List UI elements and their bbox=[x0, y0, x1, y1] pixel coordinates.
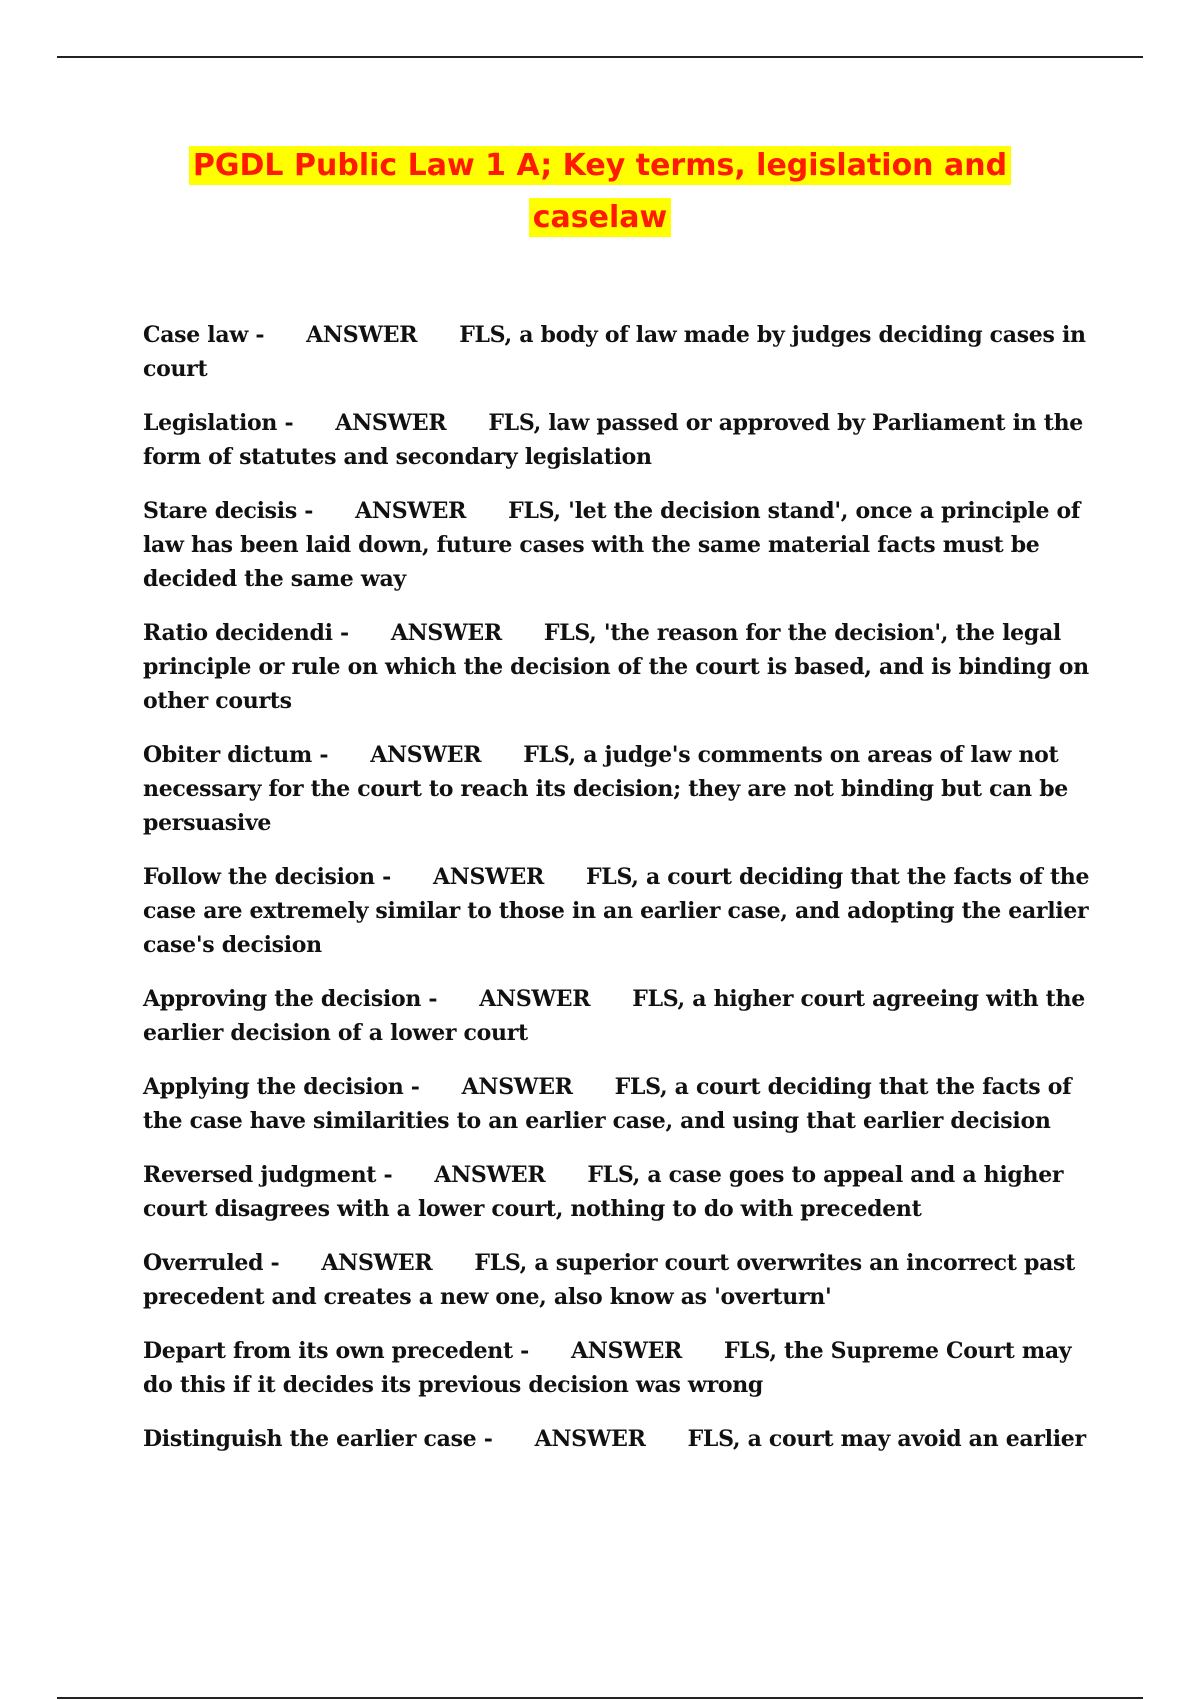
list-item bbox=[143, 406, 1103, 474]
entry-term: Legislation - bbox=[143, 410, 294, 436]
entry-term: Depart from its own precedent - bbox=[143, 1338, 530, 1364]
entry-term: Distinguish the earlier case - bbox=[143, 1426, 493, 1452]
entry-term: Stare decisis - bbox=[143, 498, 314, 524]
answer-label: ANSWER bbox=[355, 498, 467, 524]
entries-list bbox=[143, 318, 1103, 1476]
entry-answer: FLS, 'let the decision stand', once a principle of law has been laid down, future cases with the same material facts must be decided the same way bbox=[143, 498, 1081, 592]
entry-answer: FLS, a court deciding that the facts of the case are extremely similar to those in an earlier case, and adopting the earlier case's decision bbox=[143, 864, 1090, 958]
list-item bbox=[143, 738, 1103, 840]
entry-answer: FLS, the Supreme Court may do this if it decides its previous decision was wrong bbox=[143, 1338, 1072, 1398]
list-item bbox=[143, 1334, 1103, 1402]
entry-answer: FLS, a higher court agreeing with the earlier decision of a lower court bbox=[143, 986, 1085, 1046]
entry-term: Obiter dictum - bbox=[143, 742, 329, 768]
list-item bbox=[143, 1422, 1103, 1456]
entry-answer: FLS, a body of law made by judges deciding cases in court bbox=[143, 322, 1086, 382]
answer-label: ANSWER bbox=[534, 1426, 646, 1452]
entry-answer: FLS, a case goes to appeal and a higher court disagrees with a lower court, nothing to do with precedent bbox=[143, 1162, 1064, 1222]
entry-term: Reversed judgment - bbox=[143, 1162, 393, 1188]
list-item bbox=[143, 982, 1103, 1050]
entry-answer: FLS, a court deciding that the facts of the case have similarities to an earlier case, and using that earlier decision bbox=[143, 1074, 1072, 1134]
answer-label: ANSWER bbox=[479, 986, 591, 1012]
answer-label: ANSWER bbox=[370, 742, 482, 768]
answer-label: ANSWER bbox=[321, 1250, 433, 1276]
list-item bbox=[143, 860, 1103, 962]
entry-term: Case law - bbox=[143, 322, 265, 348]
list-item bbox=[143, 1158, 1103, 1226]
list-item bbox=[143, 318, 1103, 386]
entry-term: Applying the decision - bbox=[143, 1074, 420, 1100]
entry-term: Follow the decision - bbox=[143, 864, 391, 890]
list-item bbox=[143, 616, 1103, 718]
page-title: PGDL Public Law 1 A; Key terms, legislation and caselaw bbox=[189, 146, 1011, 237]
answer-label: ANSWER bbox=[571, 1338, 683, 1364]
list-item bbox=[143, 494, 1103, 596]
bottom-divider bbox=[57, 1697, 1143, 1699]
answer-label: ANSWER bbox=[306, 322, 418, 348]
entry-answer: FLS, a superior court overwrites an incorrect past precedent and creates a new one, also know as 'overturn' bbox=[143, 1250, 1075, 1310]
title-block bbox=[0, 140, 1200, 244]
entry-term: Ratio decidendi - bbox=[143, 620, 349, 646]
entry-answer: FLS, 'the reason for the decision', the legal principle or rule on which the decision of the court is based, and is binding on other courts bbox=[143, 620, 1089, 714]
entry-term: Approving the decision - bbox=[143, 986, 438, 1012]
answer-label: ANSWER bbox=[390, 620, 502, 646]
entry-answer: FLS, law passed or approved by Parliament in the form of statutes and secondary legislation bbox=[143, 410, 1083, 470]
entry-term: Overruled - bbox=[143, 1250, 280, 1276]
entry-answer: FLS, a judge's comments on areas of law not necessary for the court to reach its decision; they are not binding but can be persuasive bbox=[143, 742, 1068, 836]
answer-label: ANSWER bbox=[432, 864, 544, 890]
answer-label: ANSWER bbox=[335, 410, 447, 436]
list-item bbox=[143, 1070, 1103, 1138]
answer-label: ANSWER bbox=[461, 1074, 573, 1100]
top-divider bbox=[57, 56, 1143, 58]
list-item bbox=[143, 1246, 1103, 1314]
entry-answer: FLS, a court may avoid an earlier bbox=[687, 1426, 1086, 1452]
answer-label: ANSWER bbox=[434, 1162, 546, 1188]
